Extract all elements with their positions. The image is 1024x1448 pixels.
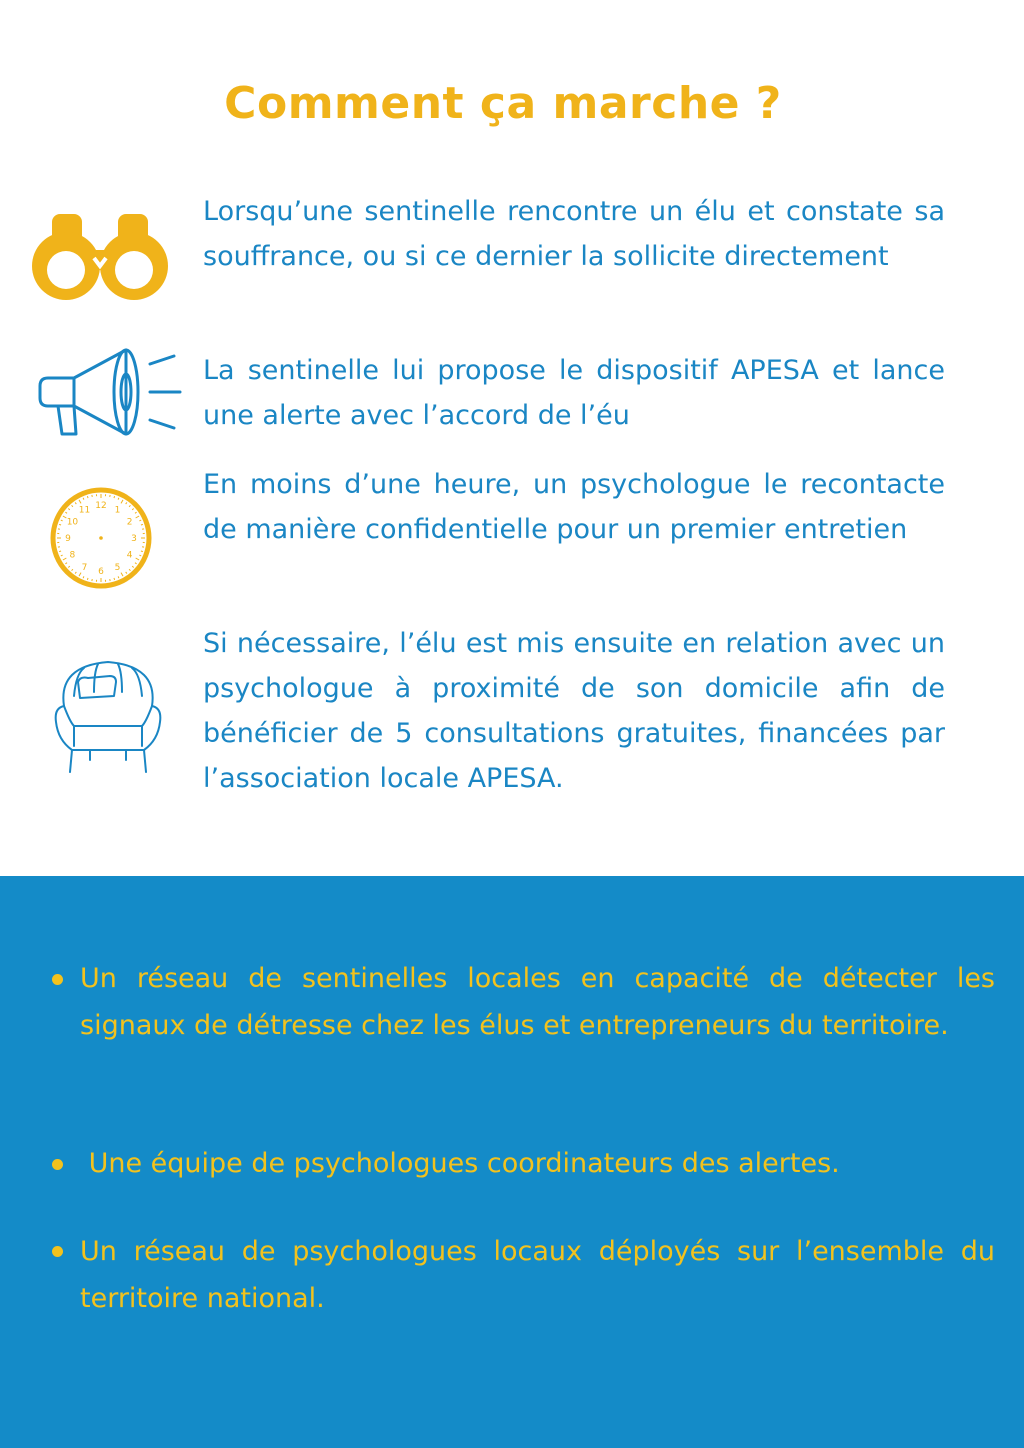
clock-tick bbox=[68, 509, 69, 510]
clock-number: 8 bbox=[69, 550, 76, 561]
clock-number: 6 bbox=[98, 567, 104, 578]
clock-tick bbox=[129, 569, 130, 570]
clock-tick bbox=[72, 569, 73, 570]
clock-number: 5 bbox=[114, 562, 121, 573]
clock-tick bbox=[61, 520, 63, 521]
clock-number: 2 bbox=[126, 517, 133, 528]
clock-tick bbox=[114, 496, 115, 498]
clock-number: 3 bbox=[131, 534, 137, 545]
feature-bullet: Une équipe de psychologues coordinateurs des alertes. bbox=[80, 1148, 840, 1179]
clock-number: 10 bbox=[66, 517, 79, 528]
features-panel bbox=[0, 876, 1024, 1448]
clock-tick bbox=[141, 551, 143, 552]
step-text: La sentinelle lui propose le dispositif APESA et lance une alerte avec l’accord de l’éu bbox=[203, 355, 945, 431]
clock-tick bbox=[118, 576, 119, 578]
clock-tick bbox=[75, 502, 76, 504]
clock-tick bbox=[114, 578, 115, 580]
clock-tick bbox=[132, 509, 133, 510]
clock-tick bbox=[121, 573, 123, 576]
clock-tick bbox=[129, 505, 130, 506]
clock-tick bbox=[87, 578, 88, 580]
clock-tick bbox=[65, 512, 67, 513]
clock-tick bbox=[139, 555, 141, 556]
clock-tick bbox=[87, 496, 88, 498]
bullet-dot bbox=[52, 1159, 63, 1170]
clock-number: 4 bbox=[126, 550, 133, 561]
clock-tick bbox=[121, 500, 123, 503]
feature-bullet: Un réseau de sentinelles locales en capacité de détecter les signaux de détresse chez les élus et entrepreneurs du territoire. bbox=[80, 963, 995, 1041]
clock-number: 1 bbox=[114, 505, 121, 516]
clock-icon bbox=[48, 485, 154, 595]
clock-tick bbox=[118, 498, 119, 500]
clock-tick bbox=[59, 524, 61, 525]
clock-tick bbox=[63, 558, 66, 560]
clock-tick bbox=[72, 505, 73, 506]
clock-tick bbox=[126, 572, 127, 574]
clock-tick bbox=[79, 573, 81, 576]
page-title: Comment ça marche ? bbox=[224, 78, 782, 129]
clock-tick bbox=[65, 563, 67, 564]
megaphone-icon bbox=[34, 342, 184, 446]
clock-tick bbox=[75, 572, 76, 574]
clock-number: 12 bbox=[95, 501, 107, 512]
step-text: En moins d’une heure, un psychologue le recontacte de manière confidentielle pour un premier entretien bbox=[203, 469, 945, 545]
step-text: Lorsqu’une sentinelle rencontre un élu et constate sa souffrance, ou si ce dernier la sollicite directement bbox=[203, 196, 945, 272]
clock-number: 9 bbox=[65, 534, 71, 545]
feature-bullet: Un réseau de psychologues locaux déployés sur l’ensemble du territoire national. bbox=[80, 1236, 995, 1314]
binoculars-icon bbox=[30, 210, 170, 306]
clock-tick bbox=[68, 566, 69, 567]
clock-tick bbox=[59, 551, 61, 552]
clock-number: 11 bbox=[78, 505, 91, 516]
clock-tick bbox=[83, 498, 84, 500]
bullet-dot bbox=[52, 1246, 63, 1257]
clock-tick bbox=[61, 555, 63, 556]
clock-tick bbox=[141, 524, 143, 525]
bullet-dot bbox=[52, 974, 63, 985]
clock-tick bbox=[139, 520, 141, 521]
clock-tick bbox=[135, 563, 137, 564]
clock-tick bbox=[136, 558, 139, 560]
clock-tick bbox=[132, 566, 133, 567]
clock-tick bbox=[136, 516, 139, 518]
clock-number: 7 bbox=[81, 562, 88, 573]
clock-tick bbox=[135, 512, 137, 513]
clock-tick bbox=[79, 500, 81, 503]
armchair-icon bbox=[50, 656, 166, 780]
clock-tick bbox=[83, 576, 84, 578]
clock-tick bbox=[126, 502, 127, 504]
step-text: Si nécessaire, l’élu est mis ensuite en relation avec un psychologue à proximité de son domicile afin de bénéficier de 5 consultations gratuites, financées par l’association locale APESA. bbox=[203, 628, 945, 794]
